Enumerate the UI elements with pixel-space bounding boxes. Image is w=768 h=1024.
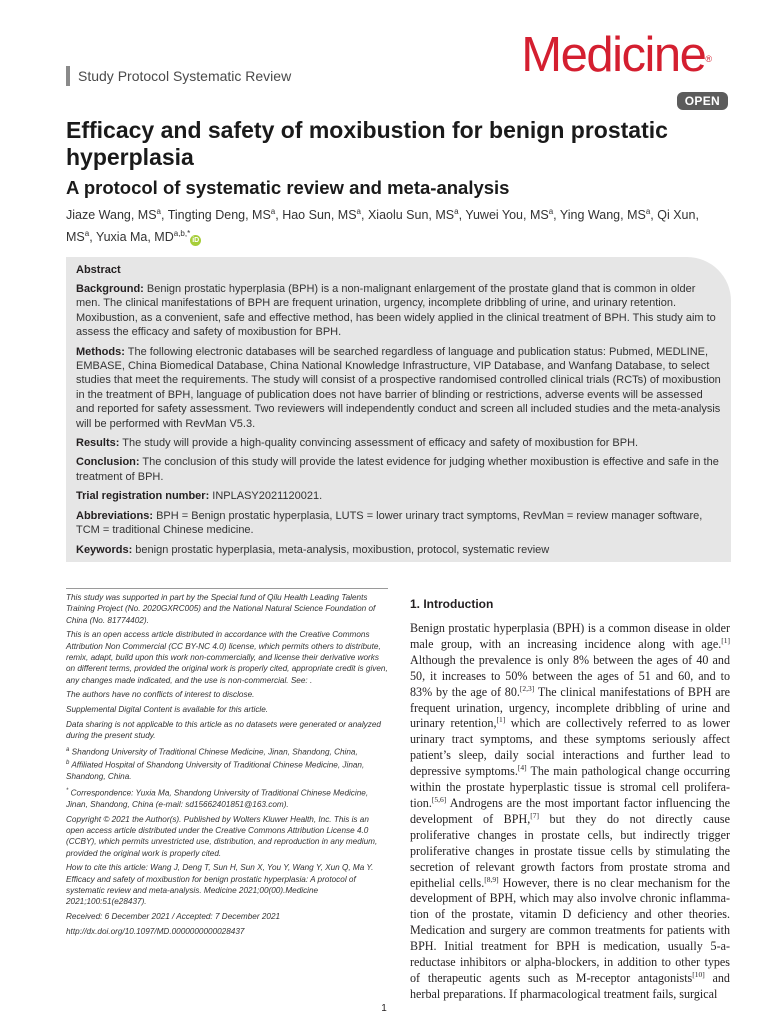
abstract-section [76,455,721,484]
author-separator: , [275,208,283,223]
citation-ref[interactable]: [5,6] [431,794,447,804]
page-number: 1 [381,1003,387,1014]
citation-ref[interactable]: [2,3] [519,683,535,693]
abstract-section [76,489,721,503]
author-name: Ying Wang, MS [559,208,646,223]
abstract-section [76,509,721,538]
author-separator: , [553,208,560,223]
abstract-section [76,543,721,557]
author-affiliation-mark: a [356,207,361,216]
data-sharing-note: Data sharing is not applicable to this article as no datasets were generated or analyzed during the present study. [66,719,381,741]
affiliation-a: Shandong University of Traditional Chinese Medicine, Jinan, Shandong, China, [69,747,358,757]
section-label: Study Protocol Systematic Review [66,66,291,86]
paragraph-text: However, there is no clear mechanism for the development of BPH, which may also involve chronic inflammation of the prostate, vitamin D deficiency and other theories. Medication and surgery are common treatments for patients with BPH. Initial treatment for BPH is medication, usually 5-a-reductase inhibitors or alpha-blockers, in addition to other types of therapeutic agents such as M-receptor antagonists [410,875,730,985]
paragraph-text: Androgens are the most important factor influencing the development of BPH, [410,795,730,826]
license-note: This is an open access article distributed in accordance with the Creative Commons Attribution Non Commercial (CC BY-NC 4.0) license, which permits others to distribute, remix, adapt, build upon this work non-commercially, and license their derivative works on different terms, provided the original work is properly cited, appropriate credit is given, any changes made indicated, and the use is non-commercial. See: . [66,630,388,685]
author-affiliation-mark: a [645,207,651,216]
paragraph-text: and herbal preparations. If pharmacological treatment fails, surgical [410,970,730,1001]
supplemental-note: Supplemental Digital Content is available for this article. [66,705,269,715]
citation-note: How to cite this article: Wang J, Deng T, Sun H, Sun X, You Y, Wang Y, Xun Q, Ma Y. Efficacy and safety of moxibustion for benign prostatic hyperplasia: A protocol of systematic review and meta-analysis. Medicine 2021;00(00).Medicine 2021;100:51(e28437). [66,863,374,907]
journal-logo [521,28,712,82]
paragraph-text: The clinical manifestations of BPH are frequent urination, urgency, incomplete dribbling of urine and urinary retention, [410,684,730,731]
abstract-section-label: Keywords: [76,543,133,556]
aff-a-mark: a [66,747,70,754]
abstract-section-label: Conclusion: [76,456,140,469]
journal-name: Medicine [521,28,706,82]
abstract-heading: Abstract [76,264,121,276]
abstract-section-text: BPH = Benign prostatic hyperplasia, LUTS = lower urinary tract symptoms, RevMan = review manager software, TCM = traditional Chinese medicine. [76,509,703,537]
funding-note: This study was supported in part by the Special fund of Qilu Health Leading Talents Training Project (No. 2020GXRC005) and the National Natural Science Foundation of China (No. 81774402). [66,593,376,625]
article-title: Efficacy and safety of moxibustion for benign prostatic hyperplasia [66,117,668,170]
abstract-section-label: Results: [76,437,120,450]
abstract-section-text: INPLASY2021120021. [209,490,323,503]
citation-ref[interactable]: [1] [496,715,506,725]
citation-ref[interactable]: [10] [692,969,705,979]
correspondence-note [66,786,388,810]
abstract-section-text: benign prostatic hyperplasia, meta-analysis, moxibustion, protocol, systematic review [132,543,550,556]
author-name: Xiaolu Sun, MS [367,208,455,223]
abstract-section-text: The study will provide a high-quality convincing assessment of efficacy and safety of moxibustion for BPH. [119,437,639,450]
citation-ref[interactable]: [8,9] [484,874,499,884]
author-separator: , [361,208,368,223]
abstract-box [66,257,731,562]
author-name: Yuxia Ma, MD [95,229,174,244]
citation-ref[interactable]: [1] [721,635,730,645]
paragraph-text: which are collectively referred to as lower urinary tract symptoms, and these symptoms seriously affect patient’s sleep, daily social interactions and further lead to depressive symptoms. [410,716,730,779]
abstract-section-text: The conclusion of this study will provide the latest evidence for judging whether moxibustion is effective and safe in the treatment of BPH. [76,456,719,483]
author-name: Tingting Deng, MS [167,208,271,223]
author-affiliation-mark: a [84,228,90,238]
author-separator: , [161,208,168,223]
open-access-badge: OPEN [677,92,728,110]
correspondence-text: Correspondence: Yuxia Ma, Shandong University of Traditional Chinese Medicine, Jinan, Shandong, China (e-mail: sd15662401851@163.com). [66,788,369,809]
paragraph-text: The main pathological change occurring within the prostate hyperplastic tissue is stromal cell proliferation. [410,764,730,810]
paragraph-text: Benign prostatic hyperplasia (BPH) is a common disease in older male group, with an increasing incidence along with age. [410,621,730,651]
registered-mark: ® [705,54,712,64]
citation-ref[interactable]: [4] [517,763,527,773]
author-separator: , [89,229,96,244]
author-affiliation-mark: a,b,* [173,228,191,238]
footnotes-column [66,588,388,941]
abstract-section-text: The following electronic databases will be searched regardless of language and publication status: Pubmed, MEDLINE, EMBASE, China Biomedical Database, China National Knowledge Infrastructure, VIP Database, and Wanfang Database, to select studies that meet the requirements. The study will consist of a prospective randomised controlled clinical trials (RCTs) of moxibustion in the treatment of BPH, language of publication does not have barrier of blinding or restrictions, adverse events will be assessed and reported for safety assessment. Two reviewers will independently conduct and screen all included studies and the meta-analysis will be performed with RevMan V5.3. [76,345,721,430]
abstract-section [76,436,721,450]
affiliation-b: Affiliated Hospital of Shandong University of Traditional Chinese Medicine, Jinan, Shandong, China. [66,760,365,782]
abstract-section [76,345,721,431]
corr-mark: * [66,787,69,794]
author-name: Jiaze Wang, MS [66,208,157,223]
aff-b-mark: b [66,760,70,767]
abstract-section-label: Methods: [76,345,125,358]
author-separator: , [650,208,658,223]
abstract-section [76,282,721,340]
author-name: Hao Sun, MS [282,208,357,223]
abstract-section-label: Background: [76,283,144,295]
citation-ref[interactable]: [7] [530,810,539,820]
conflicts-note: The authors have no conflicts of interest to disclose. [66,690,255,700]
abstract-section-text: Benign prostatic hyperplasia (BPH) is a non-malignant enlargement of the prostate gland that is common in older men. The clinical manifestations of BPH are frequent urination, urgency, incomplete dribbling of urine, and urinary retention. Moxibustion, as a convenient, safe and effective method, has been widely applied in the clinical treatment of BPH. This study aim to assess the efficacy and safety of moxibustion for BPH. [76,283,716,339]
paragraph-text: Although the prevalence is only 8% between the ages of 40 and 50, it increases to 50% between the ages of 51 and 60, and to 83% by the age of 80. [410,652,730,699]
author-affiliation-mark: a [156,207,161,216]
author-name: Qi Xun, MS [66,208,699,244]
dates-note: Received: 6 December 2021 / Accepted: 7 December 2021 [66,912,281,922]
author-affiliation-mark: a [548,207,554,216]
abstract-section-label: Trial registration number: [76,490,210,503]
doi-link[interactable]: http://dx.doi.org/10.1097/MD.0000000000028437 [66,926,245,936]
abstract-sections [76,282,721,557]
article-subtitle: A protocol of systematic review and meta-analysis [66,177,510,198]
author-separator: , [458,208,466,223]
introduction-column [410,597,730,1003]
copyright-note: Copyright © 2021 the Author(s). Published by Wolters Kluwer Health, Inc. This is an open access article distributed under the Creative Commons Attribution License 4.0 (CCBY), which permits unrestricted use, distribution, and reproduction in any medium, provided the original work is properly cited. [66,814,378,858]
author-list [66,203,726,246]
orcid-icon[interactable]: iD [192,236,200,244]
paragraph-text: but they do not directly cause proliferative changes in prostate cells, but indirectly trigger proliferative changes in prostate tissue cells by stimulating the secretion of relevant growth factors from prostate stroma and epithelial cells. [410,811,730,890]
author-affiliation-mark: a [454,207,459,216]
author-affiliation-mark: a [270,207,276,216]
introduction-text [410,621,730,1003]
affiliations [66,745,388,782]
author-name: Yuwei You, MS [465,208,549,223]
abstract-section-label: Abbreviations: [76,509,154,522]
introduction-heading: 1. Introduction [410,597,494,611]
